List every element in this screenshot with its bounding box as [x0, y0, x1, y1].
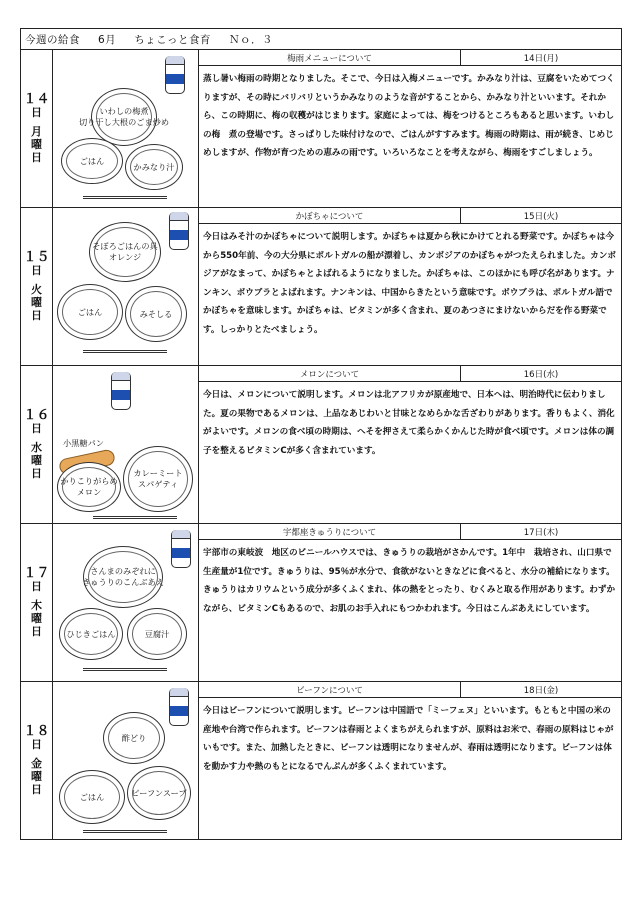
weekday-char: 日 [31, 151, 42, 164]
topic-title: 宇都座きゅうりについて [199, 524, 461, 539]
weekday-char: 曜 [31, 296, 42, 309]
chopsticks-icon [83, 830, 167, 833]
topic-date: 18日(金) [523, 685, 559, 696]
topic-date: 16日(水) [523, 369, 559, 380]
rice-bowl [59, 608, 123, 660]
topic-header [199, 208, 621, 224]
day-label [21, 682, 53, 839]
sheet-title: 今週の給食 [25, 33, 80, 46]
soup-bowl [125, 286, 187, 342]
topic-text: 今日はみそ汁のかぼちゃについて説明します。かぼちゃは夏から秋にかけてとれる野菜です。かぼちゃは今から550年前、今の大分県にポルトガルの船が漂着し、カンボジアのかぼちゃがつたえられました。カンボジアがなまって、かぼちゃとよばれるようになりました。かぼちゃは、このほかにも呼び名があります。ナンキン、ボウブラとよばれます。ナンキンは、中国からきたという意味です。ボウブラは、ポルトガル語でかぼちゃを意味します。かぼちゃは、ビタミンが多く含まれ、夏のあつさにまけないからだを作る野菜です。しっかりとたべましょう。 [203, 232, 616, 335]
day-number: １７ [23, 566, 50, 581]
topic-text: 宇部市の東岐波 地区のビニールハウスでは、きゅうりの栽培がさかんです。1年中 栽培され、山口県で生産量が1位です。きゅうりは、95％が水分で、食欲がないときなどに食べると、水分の補給になります。きゅうりはカリウムという成分が多くふくまれ、体の熱をとったり、むくみと取る作用があります。わずかながら、ビタミンCもあるので、お肌のお手入れにもつかわれます。今日はこんぶあえにしています。 [203, 548, 616, 614]
sheet-subtitle: ちょこっと食育 [134, 33, 211, 46]
day-number: １４ [23, 92, 50, 107]
day-char: 日 [31, 264, 42, 277]
weekday-char: 月 [31, 125, 42, 138]
weekday-char: 日 [31, 467, 42, 480]
day-content [199, 682, 621, 839]
soup-label: ビーフンスープ [131, 787, 187, 798]
day-row-17 [20, 524, 622, 682]
milk-bottle-icon [169, 212, 189, 250]
milk-bottle-icon [111, 372, 131, 410]
chopsticks-icon [83, 196, 167, 199]
weekday-char: 曜 [31, 454, 42, 467]
main-dish-label: さんまのみぞれに きゅうりのこんぶあえ [82, 566, 164, 587]
topic-header [199, 682, 621, 698]
menu-illustration [53, 208, 199, 365]
main-dish-plate [78, 88, 170, 146]
day-row-14 [20, 50, 622, 208]
main-dish-label: カレーミート スパゲティ [133, 468, 183, 489]
weekday-char: 水 [31, 441, 42, 454]
menu-sheet [20, 28, 622, 840]
weekday-char: 日 [31, 625, 42, 638]
main-dish-label: いわしの梅煮 切り干し大根のごま炒め [78, 106, 170, 127]
weekday-char: 火 [31, 283, 42, 296]
day-number: １５ [23, 250, 50, 265]
chopsticks-icon [83, 350, 167, 353]
weekday-char: 日 [31, 783, 42, 796]
soup-bowl [127, 766, 191, 820]
milk-bottle-icon [165, 56, 185, 94]
rice-label: ごはん [79, 155, 105, 166]
topic-date: 14日(月) [523, 53, 559, 64]
menu-illustration [53, 682, 199, 839]
day-label [21, 524, 53, 681]
soup-label: 豆腐汁 [144, 628, 170, 639]
sheet-month: 6月 [98, 33, 117, 46]
topic-text: 今日はビーフンについて説明します。ビーフンは中国語で「ミーフェヌ」といいます。もともと中国の米の産地や台湾で作られます。ビーフンは春雨とよくまちがえられますが、原料はお米で、春雨の原料はじゃがいもです。また、加熱したときに、ビーフンは透明になりませんが、春雨は透明になります。ビーフンは体を動かす力や熱のもとになるでんぷんが多くふくまれています。 [203, 706, 614, 772]
day-label [21, 50, 53, 207]
topic-title: メロンについて [199, 366, 461, 381]
main-dish-plate [89, 222, 161, 282]
day-char: 日 [31, 738, 42, 751]
soup-bowl [127, 608, 187, 660]
day-number: １８ [23, 724, 50, 739]
topic-title: 梅雨メニューについて [199, 50, 461, 65]
rice-bowl [59, 770, 125, 824]
topic-date: 15日(火) [523, 211, 559, 222]
day-content [199, 524, 621, 681]
weekday-char: 曜 [31, 612, 42, 625]
topic-title: かぼちゃについて [199, 208, 461, 223]
day-char: 日 [31, 580, 42, 593]
day-label [21, 208, 53, 365]
menu-illustration [53, 50, 199, 207]
day-content [199, 366, 621, 523]
topic-text: 蒸し暑い梅雨の時期となりました。そこで、今日は入梅メニューです。かみなり汁は、豆腐をいためてつくりますが、その時にバリバリというかみなりのような音がすることから、かみなり汁といいます。それから、この時期に、梅の収穫がはじまります。家庭によっては、梅をつけるところもあると思います。いわしの梅 煮の登場です。さっぱりした味付けなので、ごはんがすすみます。梅雨の時期は、雨が続き、じめじめしますが、作物が育つための恵みの雨です。いろいろなことを考えながら、梅雨をすごしましょう。 [203, 74, 615, 159]
day-content [199, 50, 621, 207]
weekday-char: 曜 [31, 138, 42, 151]
main-dish-plate [123, 446, 193, 512]
rice-label: ごはん [77, 306, 103, 317]
menu-illustration [53, 524, 199, 681]
topic-title: ビーフンについて [199, 682, 461, 697]
weekday-char: 日 [31, 309, 42, 322]
chopsticks-icon [83, 668, 167, 671]
milk-bottle-icon [169, 688, 189, 726]
topic-header [199, 524, 621, 540]
main-dish-label: 酢どり [121, 732, 147, 743]
soup-bowl [125, 144, 183, 190]
main-dish-plate [83, 546, 163, 608]
day-row-18 [20, 682, 622, 840]
rice-label: ごはん [79, 791, 105, 802]
rice-label: ひじきごはん [66, 628, 116, 639]
topic-header [199, 366, 621, 382]
topic-date: 17日(木) [523, 527, 559, 538]
day-char: 日 [31, 422, 42, 435]
rice-bowl [57, 284, 123, 340]
rice-bowl [61, 138, 123, 184]
weekday-char: 金 [31, 757, 42, 770]
milk-bottle-icon [171, 530, 191, 568]
day-row-15 [20, 208, 622, 366]
bread-label: 小黒糖パン [63, 438, 104, 448]
day-row-16 [20, 366, 622, 524]
sheet-number: Ｎｏ．３ [228, 33, 273, 46]
main-dish-plate [103, 712, 165, 764]
chopsticks-icon [93, 516, 177, 519]
side-dish-plate [57, 462, 121, 512]
topic-text: 今日は、メロンについて説明します。メロンは北アフリカが原産地で、日本へは、明治時代に伝わりました。夏の果物であるメロンは、上品なあじわいと甘味となめらかな舌ざわりがあります。香りもよく、消化がよいです。メロンの食べ頃の時期は、へそを押さえて柔らかくかんじた時が食べ頃です。メロンは体の調子を整えるビタミンCが多く含まれています。 [203, 390, 615, 456]
weekday-char: 曜 [31, 770, 42, 783]
main-dish-label: そぼろごはんの具 オレンジ [92, 241, 158, 262]
day-content [199, 208, 621, 365]
day-number: １６ [23, 408, 50, 423]
menu-illustration [53, 366, 199, 523]
day-label [21, 366, 53, 523]
soup-label: みそしる [139, 308, 173, 319]
weekday-char: 木 [31, 599, 42, 612]
sheet-header [20, 28, 622, 50]
soup-label: かみなり汁 [133, 161, 175, 172]
topic-header [199, 50, 621, 66]
side-dish-label: かりこりがらめ メロン [60, 476, 118, 497]
day-char: 日 [31, 106, 42, 119]
